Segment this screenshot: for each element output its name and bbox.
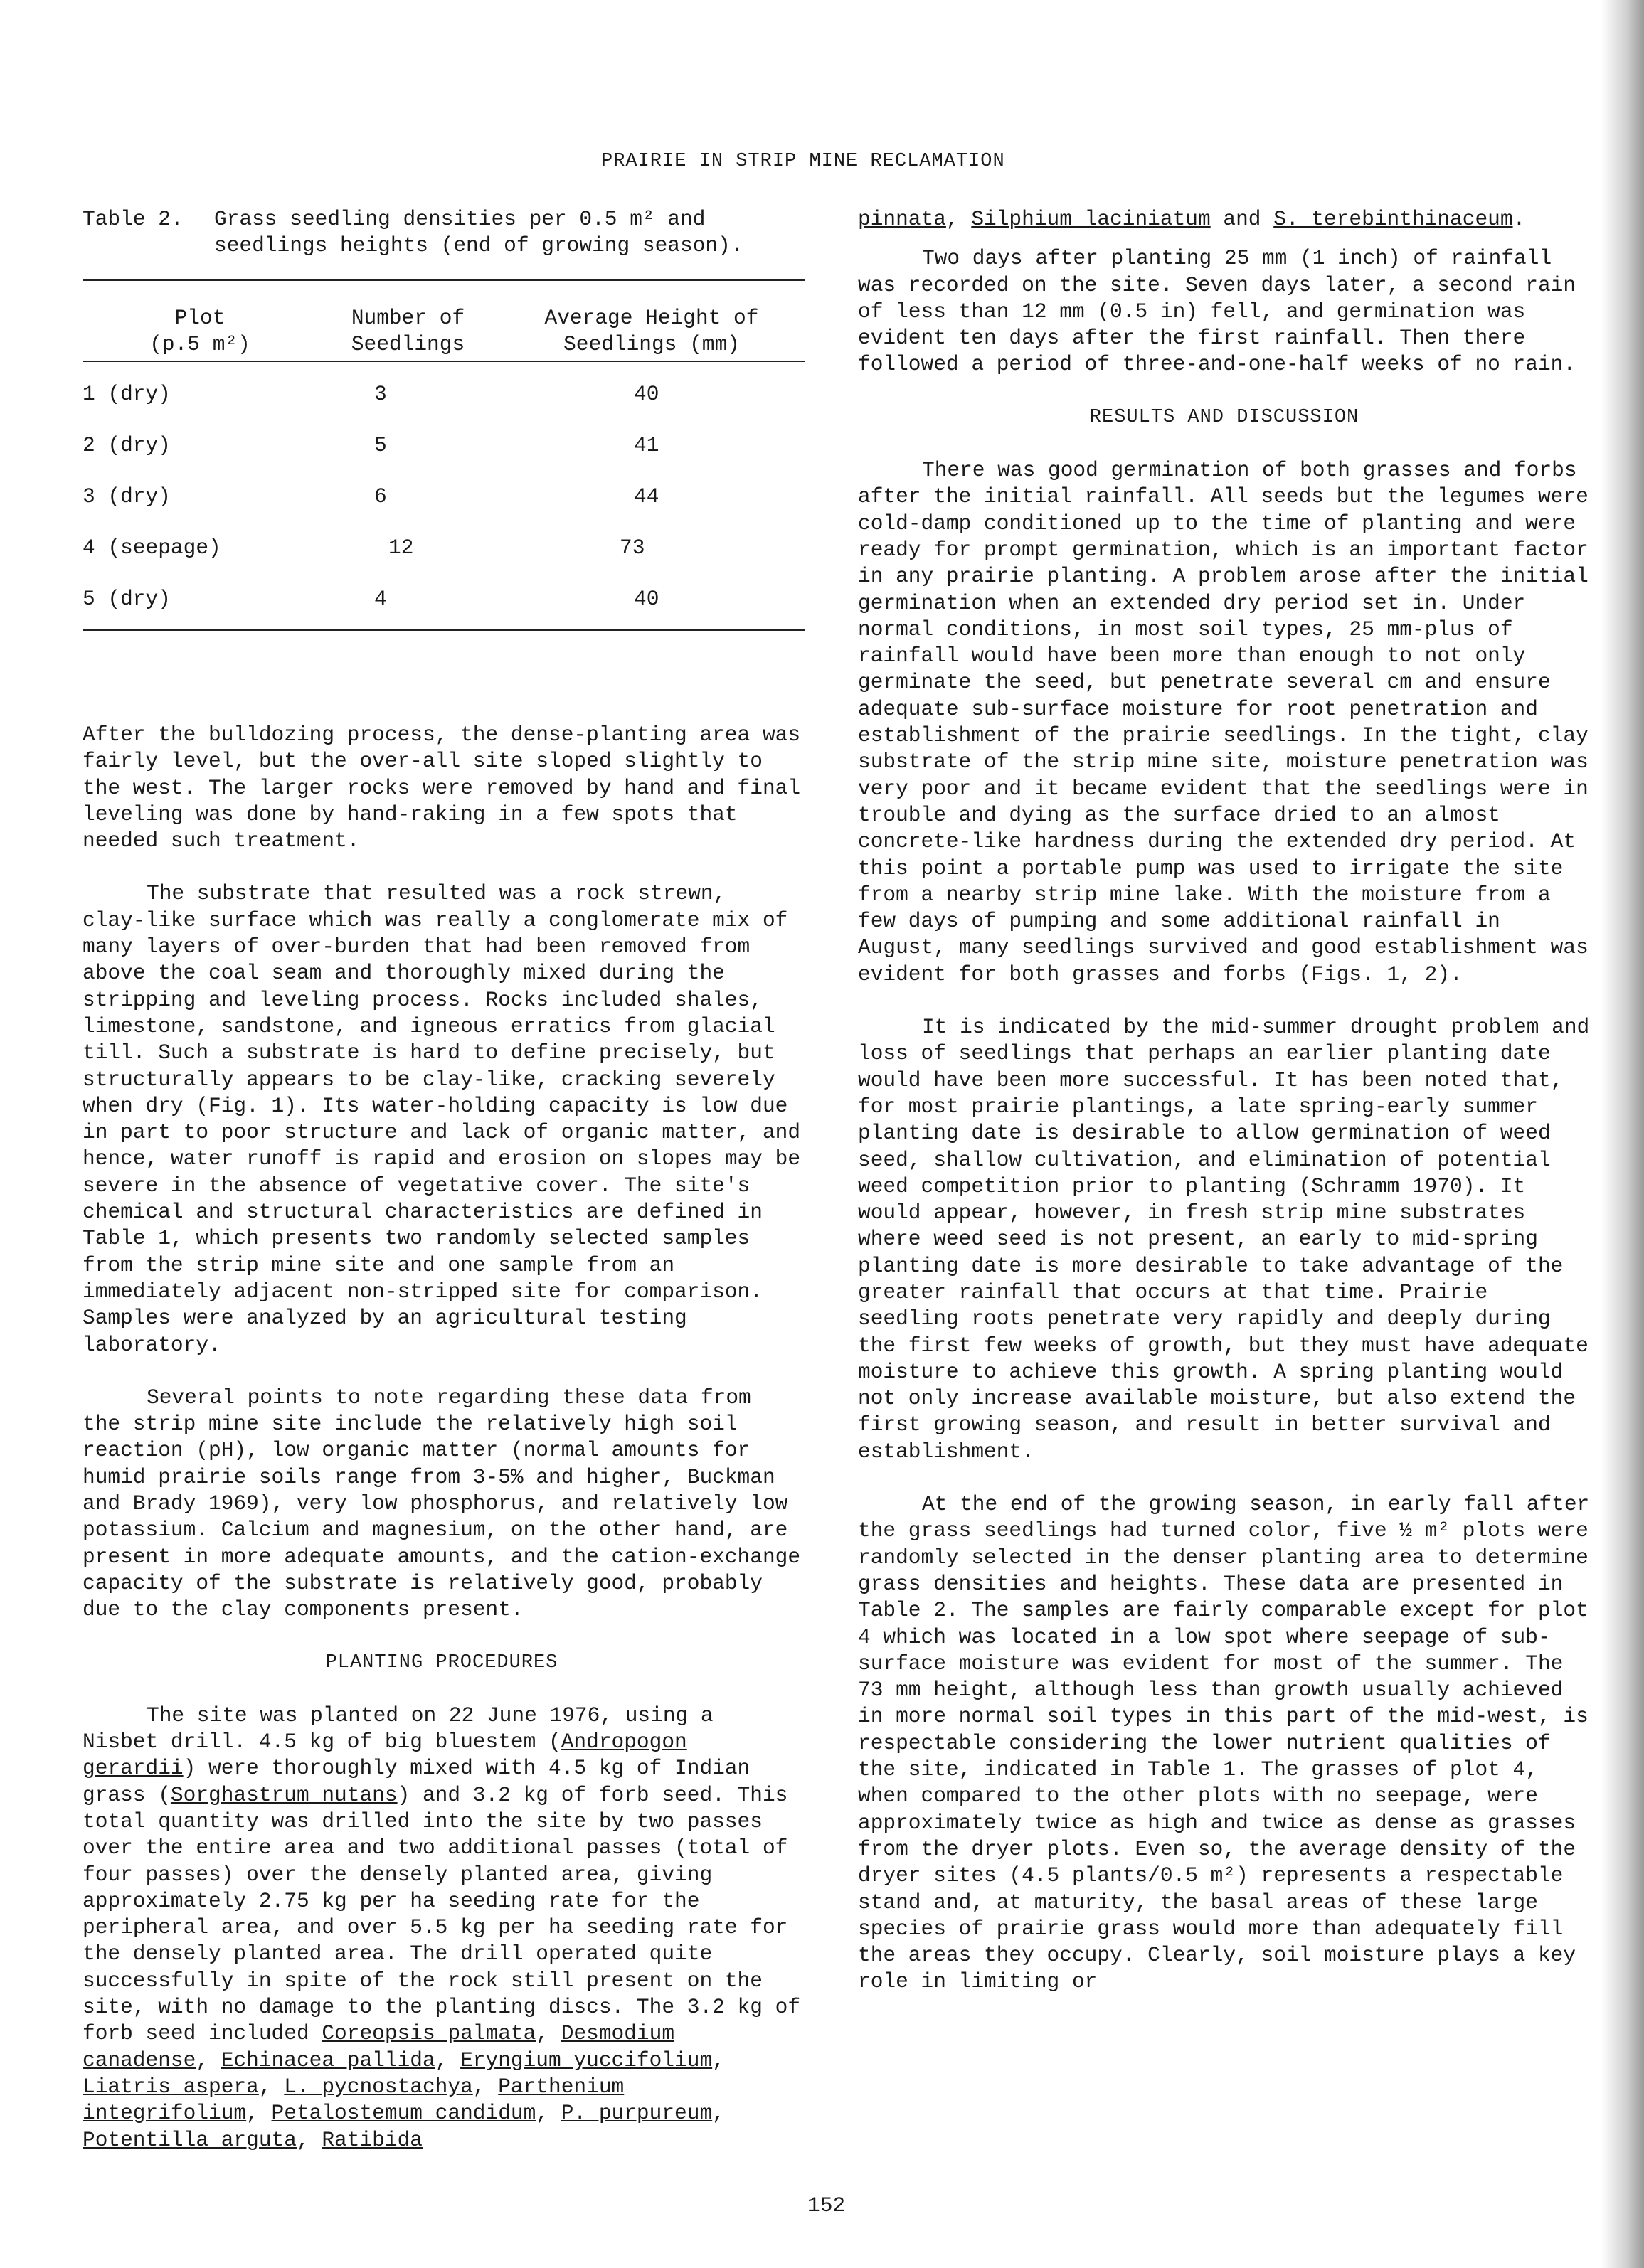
page-number: 152 bbox=[807, 2193, 846, 2218]
cell-number: 5 bbox=[374, 433, 387, 458]
header-height bbox=[499, 305, 805, 358]
species-name: Potentilla arguta bbox=[83, 2127, 297, 2152]
cell-height: 73 bbox=[620, 536, 645, 560]
table-top-rule bbox=[83, 279, 805, 281]
running-title: PRAIRIE IN STRIP MINE RECLAMATION bbox=[601, 151, 1005, 172]
right-continuation: pinnata, Silphium laciniatum and S. terebinthinaceum. bbox=[858, 207, 1526, 231]
text-run: ) and 3.2 kg of forb seed. This total quantity was drilled into the site by two passes over the entire area and two additional passes (total of four passes) over the densely planted area, giving approximately 2.75 kg per ha seeding rate for the peripheral area, and over 5.5 kg per ha seeding rate for the densely planted area. The drill operated quite successfully in spite of the rock still present on the site, with no damage to the planting discs. The 3.2 kg of forb seed included bbox=[83, 1782, 801, 2046]
cell-height: 40 bbox=[634, 382, 659, 407]
species-name: Liatris aspera bbox=[83, 2074, 259, 2099]
species-name: Ratibida bbox=[322, 2127, 423, 2152]
cell-plot: 3 (dry) bbox=[83, 484, 171, 509]
right-paragraph-3: It is indicated by the mid-summer drought problem and loss of seedlings that perhaps an earlier planting date would have been more successful. It has been noted that, for most prairie plantings, a late spring-early summer planting date is desirable to allow germination of weed seed, shallow cultivation, and elimination of potential weed competition prior to planting (Schramm 1970). It would appear, however, in fresh strip mine substrates where weed seed is not present, an early to mid-spring planting date is more desirable to take advantage of the greater rainfall that occurs at that time. Prairie seedling roots penetrate very rapidly and deeply during the first few weeks of growth, but they must have adequate moisture to achieve this growth. A spring planting would not only increase available moisture, but also extend the first growing season, and result in better survival and establishment. bbox=[858, 1015, 1590, 1464]
header-height-line2: Seedlings (mm) bbox=[563, 331, 740, 356]
left-column bbox=[83, 722, 801, 2153]
species-name: Parthenium integrifolium bbox=[83, 2074, 625, 2126]
text-run: The site was planted on 22 June 1976, using a Nisbet drill. 4.5 kg of big bluestem ( bbox=[83, 1703, 714, 1755]
cell-plot: 4 (seepage) bbox=[83, 536, 221, 560]
text-run: and bbox=[1210, 207, 1274, 231]
table-caption-line: seedlings heights (end of growing season). bbox=[214, 233, 743, 258]
table-row bbox=[83, 372, 808, 423]
cell-number: 12 bbox=[388, 536, 414, 560]
header-number bbox=[317, 305, 499, 358]
table-2 bbox=[83, 206, 808, 631]
cell-plot: 5 (dry) bbox=[83, 587, 171, 612]
species-name: L. pycnostachya bbox=[284, 2074, 473, 2099]
species-name: Desmodium canadense bbox=[83, 2021, 675, 2072]
species-name: P. purpureum bbox=[561, 2101, 713, 2126]
right-paragraph-4: At the end of the growing season, in early fall after the grass seedlings had turned color, five ½ m² plots were randomly selected in the denser planting area to determine grass densities and heights. These data are presented in Table 2. The samples are fairly comparable except for plot 4 which was located in a low spot where seepage of sub-surface moisture was evident for most of the summer. The 73 mm height, although less than growth usually achieved in more normal soil types in this part of the mid-west, is respectable considering the lower nutrient qualities of the site, indicated in Table 1. The grasses of plot 4, when compared to the other plots with no seepage, were approximately twice as high and twice as dense as grasses from the dryer plots. Even so, the average density of the dryer sites (4.5 plants/0.5 m²) represents a respectable stand and, at maturity, the basal areas of these large species of prairie grass would more than adequately fill the areas they occupy. Clearly, soil moisture plays a key role in limiting or bbox=[858, 1492, 1590, 1994]
species-name: Echinacea pallida bbox=[221, 2048, 435, 2072]
left-paragraph-2: The substrate that resulted was a rock strewn, clay-like surface which was really a conglomerate mix of many layers of over-burden that had been removed from above the coal seam and thoroughly mixed during the stripping and leveling process. Rocks included shales, limestone, sandstone, and igneous erratics from glacial till. Such a substrate is hard to define precisely, but structurally appears to be clay-like, cracking severely when dry (Fig. 1). Its water-holding capacity is low due in part to poor structure and lack of organic matter, and hence, water runoff is rapid and erosion on slopes may be severe in the absence of vegetative cover. The site's chemical and structural characteristics are defined in Table 1, which presents two randomly selected samples from the strip mine site and one sample from an immediately adjacent non-stripped site for comparison. Samples were analyzed by an agricultural testing laboratory. bbox=[83, 881, 801, 1357]
species-name: Coreopsis palmata bbox=[322, 2021, 536, 2046]
cell-height: 41 bbox=[634, 433, 659, 458]
table-row bbox=[83, 526, 808, 577]
table-row bbox=[83, 474, 808, 526]
cell-number: 4 bbox=[374, 587, 387, 612]
species-name: Andropogon gerardii bbox=[83, 1730, 687, 1781]
header-plot bbox=[83, 305, 317, 358]
header-plot-line2: (p.5 m²) bbox=[149, 331, 250, 356]
table-header bbox=[83, 305, 808, 358]
page-edge-shadow bbox=[1601, 0, 1644, 2268]
table-caption-text bbox=[214, 206, 743, 260]
table-body bbox=[83, 372, 808, 628]
cell-number: 6 bbox=[374, 484, 387, 509]
species-name: S. terebinthinaceum bbox=[1273, 207, 1513, 231]
species-name: Sorghastrum nutans bbox=[170, 1782, 398, 1807]
header-number-line2: Seedlings bbox=[351, 331, 465, 356]
left-paragraph-1: After the bulldozing process, the dense-planting area was fairly level, but the over-all site sloped slightly to the west. The larger rocks were removed by hand and final leveling was done by hand-raking in a few spots that needed such treatment. bbox=[83, 723, 801, 853]
table-header-rule bbox=[83, 361, 805, 362]
text-run: ) were thoroughly mixed with 4.5 kg of Indian grass ( bbox=[83, 1756, 751, 1807]
cell-height: 40 bbox=[634, 587, 659, 612]
table-caption bbox=[83, 206, 808, 260]
header-number-line1: Number of bbox=[351, 305, 465, 330]
section-heading-planting: PLANTING PROCEDURES bbox=[325, 1651, 558, 1673]
table-label: Table 2. bbox=[83, 207, 184, 231]
species-name: pinnata bbox=[858, 207, 946, 231]
table-bottom-rule bbox=[83, 629, 805, 631]
header-plot-line1: Plot bbox=[174, 305, 226, 330]
section-heading-results: RESULTS AND DISCUSSION bbox=[1089, 406, 1359, 428]
right-paragraph-2: There was good germination of both grasses and forbs after the initial rainfall. All seeds but the legumes were cold-damp conditioned up to the time of planting and were ready for prompt germination, which is an important factor in any prairie planting. A problem arose after the initial germination when an extended dry period set in. Under normal conditions, in most soil types, 25 mm-plus of rainfall would have been more than enough to not only germinate the seed, but penetrate several cm and ensure adequate sub-surface moisture for root penetration and establishment of the prairie seedlings. In the tight, clay substrate of the strip mine site, moisture penetration was very poor and it became evident that the seedlings were in trouble and dying as the surface dried to an almost concrete-like hardness during the extended dry period. At this point a portable pump was used to irrigate the site from a nearby strip mine lake. With the moisture from a few days of pumping and some additional rainfall in August, many seedlings survived and good establishment was evident for both grasses and forbs (Figs. 1, 2). bbox=[858, 458, 1589, 986]
table-caption-line: Grass seedling densities per 0.5 m² and bbox=[214, 207, 706, 231]
right-paragraph-1: Two days after planting 25 mm (1 inch) of rainfall was recorded on the site. Seven days later, a second rain of less than 12 mm (0.5 in) fell, and germination was evident ten days after the first rainfall. Then there followed a period of three-and-one-half weeks of no rain. bbox=[858, 246, 1576, 377]
species-name: Petalostemum candidum bbox=[271, 2101, 536, 2126]
table-row bbox=[83, 577, 808, 628]
table-row bbox=[83, 423, 808, 474]
species-name: Eryngium yuccifolium bbox=[460, 2048, 713, 2072]
left-paragraph-4: The site was planted on 22 June 1976, using a Nisbet drill. 4.5 kg of big bluestem (Andropogon gerardii) were thoroughly mixed with 4.5 kg of Indian grass (Sorghastrum nutans) and 3.2 kg of forb seed. This total quantity was drilled into the site by two passes over the entire area and two additional passes (total of four passes) over the densely planted area, giving approximately 2.75 kg per ha seeding rate for the peripheral area, and over 5.5 kg per ha seeding rate for the densely planted area. The drill operated quite successfully in spite of the rock still present on the site, with no damage to the planting discs. The 3.2 kg of forb seed included Coreopsis palmata, Desmodium canadense, Echinacea pallida, Eryngium yuccifolium, Liatris aspera, L. pycnostachya, Parthenium integrifolium, Petalostemum candidum, P. purpureum, Potentilla arguta, Ratibida bbox=[83, 1703, 801, 2152]
cell-plot: 1 (dry) bbox=[83, 382, 171, 407]
cell-plot: 2 (dry) bbox=[83, 433, 171, 458]
left-paragraph-3: Several points to note regarding these data from the strip mine site include the relatively high soil reaction (pH), low organic matter (normal amounts for humid prairie soils range from 3-5% and higher, Buckman and Brady 1969), very low phosphorus, and relatively low potassium. Calcium and magnesium, on the other hand, are present in more adequate amounts, and the cation-exchange capacity of the substrate is relatively good, probably due to the clay components present. bbox=[83, 1385, 801, 1622]
cell-number: 3 bbox=[374, 382, 387, 407]
header-height-line1: Average Height of bbox=[544, 305, 759, 330]
cell-height: 44 bbox=[634, 484, 659, 509]
species-name: Silphium laciniatum bbox=[971, 207, 1211, 231]
right-column bbox=[858, 206, 1591, 1996]
